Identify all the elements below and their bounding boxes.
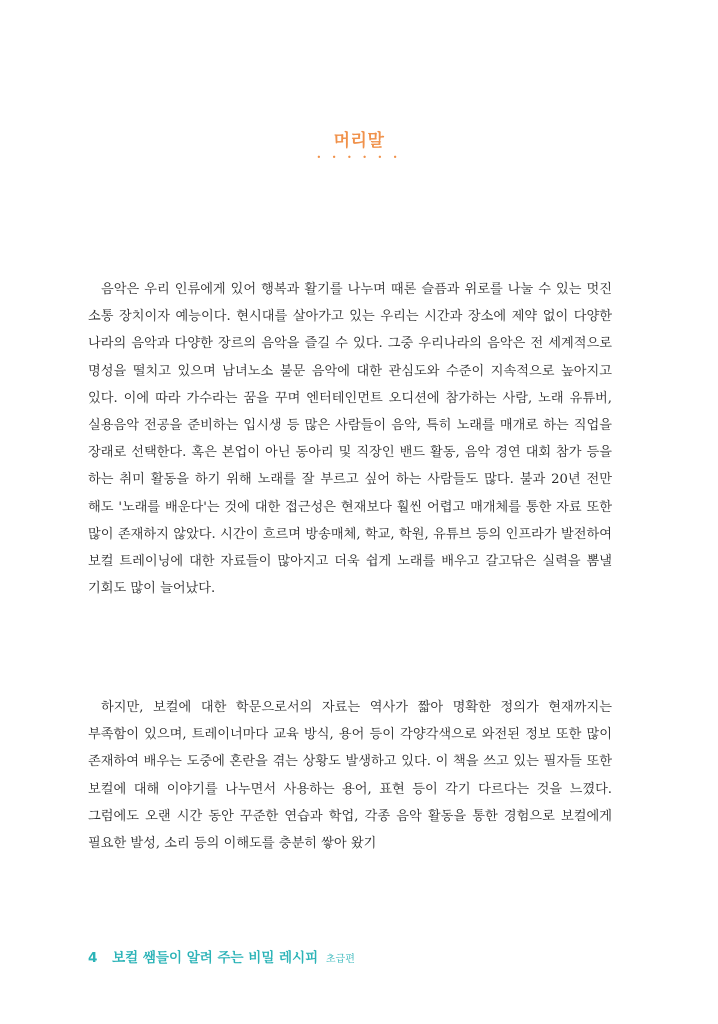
page-title: 머리말 (333, 131, 385, 151)
body-paragraph-2-block (88, 694, 612, 857)
body-paragraph-1-block (88, 276, 612, 602)
page-footer (88, 946, 355, 966)
title-dots-decoration: • • • • • • (316, 153, 402, 162)
page-number: 4 (88, 950, 98, 966)
edition-label: 초급편 (325, 954, 355, 965)
book-title: 보컬 쌤들이 알려 주는 비밀 레시피 (112, 950, 319, 966)
body-paragraph: 음악은 우리 인류에게 있어 행복과 활기를 나누며 때론 슬픔과 위로를 나눌 수 있는 멋진 소통 장치이자 예능이다. 현시대를 살아가고 있는 우리는 시간과 장소에 제약 없이 다양한 나라의 음악과 다양한 장르의 음악을 즐길 수 있다. 그중 우리나라의 음악은 전 세계적으로 명성을 떨치고 있으며 남녀노소 불문 음악에 대한 관심도와 수준이 지속적으로 높아지고 있다. 이에 따라 가수라는 꿈을 꾸며 엔터테인먼트 오디션에 참가하는 사람, 노래 유튜버, 실용음악 전공을 준비하는 입시생 등 많은 사람들이 음악, 특히 노래를 매개로 하는 직업을 장래로 선택한다. 혹은 본업이 아닌 동아리 및 직장인 밴드 활동, 음악 경연 대회 참가 등을 하는 취미 활동을 하기 위해 노래를 잘 부르고 싶어 하는 사람들도 많다. 불과 20년 전만 해도 '노래를 배운다'는 것에 대한 접근성은 현재보다 훨씬 어렵고 매개체를 통한 자료 또한 많이 존재하지 않았다. 시간이 흐르며 방송매체, 학교, 학원, 유튜브 등의 인프라가 발전하여 보컬 트레이닝에 대한 자료들이 많아지고 더욱 쉽게 노래를 배우고 갈고닦은 실력을 뽐낼 기회도 많이 늘어났다. (88, 282, 612, 597)
body-paragraph: 하지만, 보컬에 대한 학문으로서의 자료는 역사가 짧아 명확한 정의가 현재까지는 부족함이 있으며, 트레이너마다 교육 방식, 용어 등이 각양각색으로 와전된 정보 또한 많이 존재하여 배우는 도중에 혼란을 겪는 상황도 발생하고 있다. 이 책을 쓰고 있는 필자들 또한 보컬에 대해 이야기를 나누면서 사용하는 용어, 표현 등이 각기 다르다는 것을 느꼈다. 그럼에도 오랜 시간 동안 꾸준한 연습과 학업, 각종 음악 활동을 통한 경험으로 보컬에게 필요한 발성, 소리 등의 이해도를 충분히 쌓아 왔기 (88, 700, 612, 852)
